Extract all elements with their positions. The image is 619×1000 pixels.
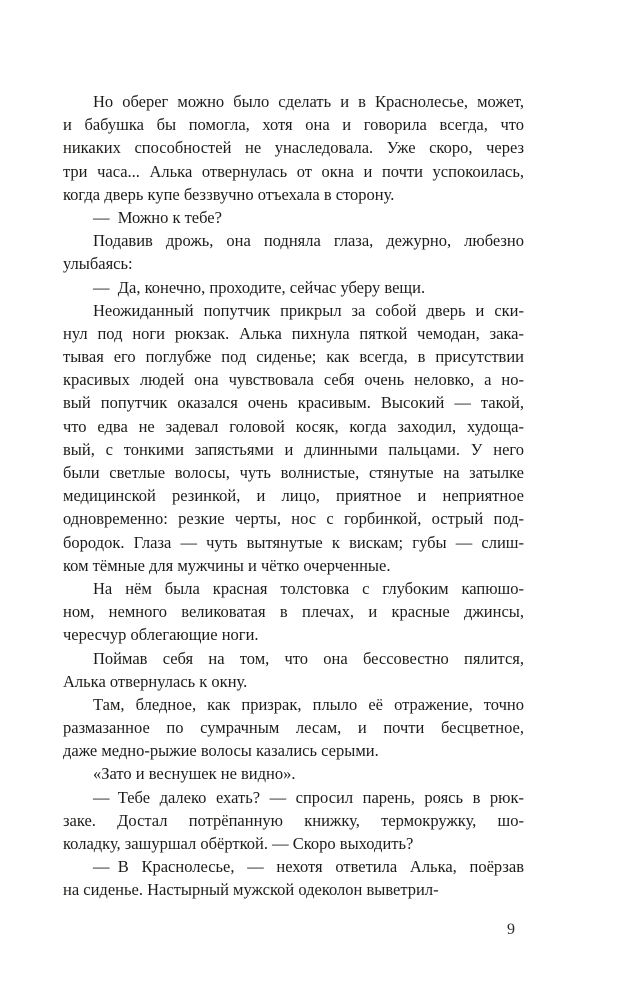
text-line: нул под ноги рюкзак. Алька пихнула пяткой чемодан, зака-: [63, 323, 524, 343]
text-line: и бабушка бы помогла, хотя она и говорила всегда, что: [63, 115, 524, 135]
page-text: [63, 90, 524, 902]
page-number: 9: [507, 921, 515, 938]
text-line: — В Краснолесье, — нехотя ответила Алька, поёрзав: [93, 857, 524, 877]
text-line: Неожиданный попутчик прикрыл за собой дверь и ски-: [93, 300, 524, 320]
text-line: Там, бледное, как призрак, плыло её отражение, точно: [93, 694, 524, 714]
text-line: Подавив дрожь, она подняла глаза, дежурно, любезно: [93, 231, 524, 251]
text-line: — Да, конечно, проходите, сейчас уберу вещи.: [93, 277, 426, 297]
text-line: бородок. Глаза — чуть вытянутые к вискам; губы — слиш-: [63, 532, 524, 552]
text-line: — Можно к тебе?: [93, 207, 222, 227]
text-line: три часа... Алька отвернулась от окна и почти успокоилась,: [63, 161, 524, 181]
text-line: заке. Достал потрёпанную книжку, термокружку, шо-: [63, 810, 524, 830]
text-line: что едва не задевал головой косяк, когда заходил, худоща-: [63, 416, 524, 436]
text-line: чересчур облегающие ноги.: [63, 625, 259, 645]
text-line: даже медно-рыжие волосы казались серыми.: [63, 741, 379, 761]
text-line: никаких способностей не унаследовала. Уже скоро, через: [63, 138, 524, 158]
text-line: ком тёмные для мужчины и чётко очерченные.: [63, 555, 391, 575]
text-line: вый попутчик оказался очень красивым. Высокий — такой,: [63, 393, 524, 413]
text-line: Но оберег можно было сделать и в Краснолесье, может,: [93, 92, 524, 111]
text-line: На нём была красная толстовка с глубоким капюшо-: [93, 578, 524, 598]
text-line: красивых людей она чувствовала себя очень неловко, а но-: [63, 370, 524, 390]
text-line: коладку, зашуршал обёрткой. — Скоро выходить?: [63, 834, 414, 853]
text-line: «Зато и веснушек не видно».: [93, 764, 296, 784]
text-line: Поймав себя на том, что она бессовестно пялится,: [93, 648, 524, 668]
text-line: размазанное по сумрачным лесам, и почти бесцветное,: [63, 718, 524, 738]
text-line: одновременно: резкие черты, нос с горбинкой, острый под-: [63, 509, 524, 529]
text-line: медицинской резинкой, и лицо, приятное и неприятное: [63, 486, 524, 506]
text-line: на сиденье. Настырный мужской одеколон выветрил-: [63, 880, 439, 900]
text-line: тывая его поглубже под сиденье; как всегда, в присутствии: [63, 347, 524, 367]
text-line: — Тебе далеко ехать? — спросил парень, роясь в рюк-: [93, 787, 524, 807]
text-line: ном, немного великоватая в плечах, и красные джинсы,: [63, 602, 524, 622]
text-line: когда дверь купе беззвучно отъехала в сторону.: [63, 184, 395, 204]
text-line: вый, с тонкими запястьями и длинными пальцами. У него: [63, 439, 524, 459]
text-line: Алька отвернулась к окну.: [63, 671, 248, 691]
text-line: улыбаясь:: [63, 254, 133, 274]
text-line: были светлые волосы, чуть волнистые, стянутые на затылке: [63, 463, 524, 482]
